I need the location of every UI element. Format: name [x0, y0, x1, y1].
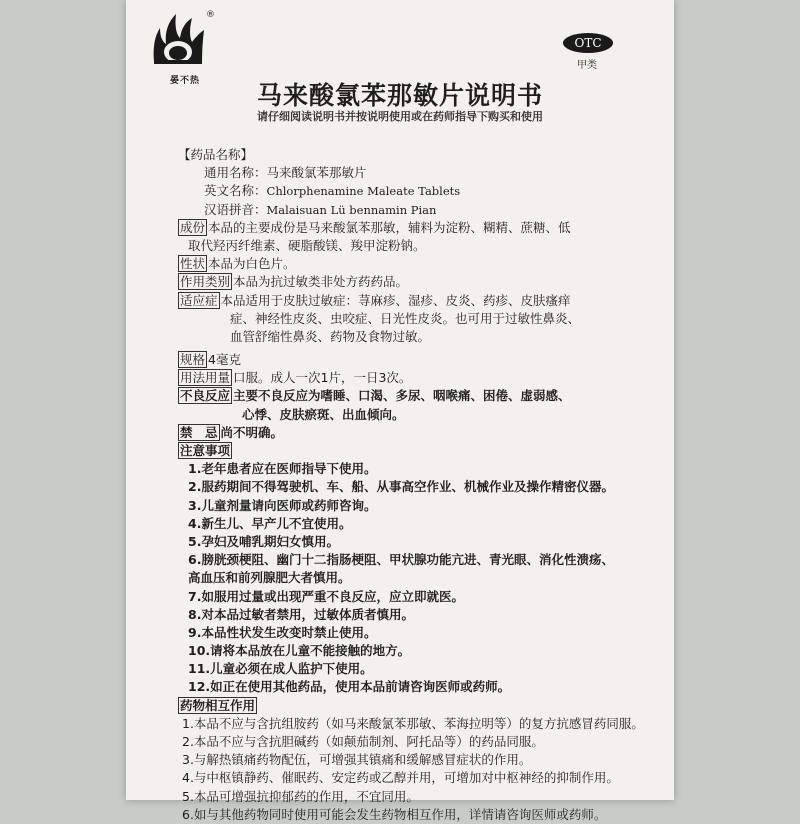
contraindications-text: 尚不明确。 [220, 424, 284, 440]
category-label: 作用类别 [180, 274, 231, 290]
pinyin-value: Malaisuan Lü bennamin Pian [266, 202, 437, 217]
english-name-row [178, 182, 652, 200]
generic-name-value: 马来酸氯苯那敏片 [266, 165, 367, 181]
interaction-item: 5.本品可增强抗抑郁药的作用，不宜同用。 [182, 788, 419, 804]
pinyin-label: 汉语拼音： [204, 201, 267, 217]
precaution-item: 9.本品性状发生改变时禁止使用。 [188, 624, 377, 640]
adverse-line1 [178, 387, 652, 405]
interactions-heading-text: 药物相互作用 [180, 697, 256, 713]
precaution-item: 6.膀胱颈梗阻、幽门十二指肠梗阻、甲状腺功能亢进、青光眼、消化性溃疡、 [188, 552, 614, 568]
generic-name-label: 通用名称： [204, 165, 267, 181]
indications-label: 适应症 [180, 292, 218, 308]
indications-line3 [178, 328, 652, 346]
dosage-row [178, 369, 652, 387]
precaution-item: 2.服药期间不得驾驶机、车、船、从事高空作业、机械作业及操作精密仪器。 [188, 479, 614, 495]
contraindications-label: 禁 忌 [180, 424, 218, 440]
precautions-heading [178, 442, 652, 460]
document-title: 马来酸氯苯那敏片说明书 [256, 81, 543, 110]
flame-logo-icon [146, 10, 210, 70]
indications-line1 [178, 292, 652, 310]
interactions-heading [178, 697, 652, 715]
precaution-item-continued: 高血压和前列腺肥大者慎用。 [188, 570, 351, 586]
dosage-label: 用法用量 [180, 370, 231, 386]
instruction-body [178, 146, 652, 824]
specification-row [178, 351, 652, 369]
precaution-item: 7.如服用过量或出现严重不良反应，应立即就医。 [188, 588, 464, 604]
indications-line2 [178, 310, 652, 328]
otc-badge: OTC [563, 33, 613, 53]
precaution-item: 11.儿童必须在成人监护下使用。 [188, 661, 373, 677]
indications-text-1: 本品适用于皮肤过敏症：荨麻疹、湿疹、皮炎、药疹、皮肤瘙痒 [220, 292, 571, 308]
indications-text-3: 血管舒缩性鼻炎、药物及食物过敏。 [230, 328, 431, 344]
document-subtitle: 请仔细阅读说明书并按说明使用或在药师指导下购买和使用 [257, 110, 543, 123]
english-name-label: 英文名称： [204, 183, 267, 199]
english-name-value: Chlorphenamine Maleate Tablets [266, 184, 461, 199]
adverse-text-2: 心悸、皮肤瘀斑、出血倾向。 [242, 406, 405, 422]
precautions-heading-text: 注意事项 [180, 443, 231, 458]
interaction-item: 4.与中枢镇静药、催眠药、安定药或乙醇并用，可增加对中枢神经的抑制作用。 [182, 770, 619, 786]
category-text: 本品为抗过敏类非处方药药品。 [233, 274, 409, 290]
composition-label: 成份 [180, 219, 206, 235]
character-label: 性状 [180, 256, 206, 272]
precaution-item: 12.如正在使用其他药品，使用本品前请咨询医师或药师。 [188, 679, 511, 695]
precaution-item: 10.请将本品放在儿童不能接触的地方。 [188, 643, 411, 659]
generic-name-row [178, 164, 652, 182]
registered-mark: ® [206, 10, 215, 20]
indications-text-2: 症、神经性皮炎、虫咬症、日光性皮炎。也可用于过敏性鼻炎、 [230, 310, 581, 326]
drug-name-heading-text: 药品名称 [190, 147, 241, 162]
interaction-item: 1.本品不应与含抗组胺药（如马来酸氯苯那敏、苯海拉明等）的复方抗感冒药同服。 [182, 715, 644, 731]
precaution-item: 4.新生儿、早产儿不宜使用。 [188, 515, 352, 531]
adverse-line2 [178, 406, 652, 424]
composition-text-2: 取代羟丙纤维素、硬脂酸镁、羧甲淀粉钠。 [188, 237, 426, 253]
interaction-item: 3.与解热镇痛药物配伍，可增强其镇痛和缓解感冒症状的作用。 [182, 752, 532, 768]
composition-line2 [178, 237, 652, 255]
precaution-item: 8.对本品过敏者禁用，过敏体质者慎用。 [188, 606, 414, 622]
category-row [178, 273, 652, 291]
adverse-text-1: 主要不良反应为嗜睡、口渴、多尿、咽喉痛、困倦、虚弱感、 [233, 388, 571, 404]
pinyin-row [178, 201, 652, 219]
logo-text: 晏不热 [169, 76, 200, 86]
instruction-sheet [126, 0, 674, 822]
interaction-item: 6.如与其他药物同时使用可能会发生药物相互作用，详情请咨询医师或药师。 [182, 806, 607, 822]
contraindications-row [178, 424, 652, 442]
brand-logo [146, 10, 210, 86]
drug-name-heading: 【药品名称】 [178, 147, 254, 162]
precaution-item: 5.孕妇及哺乳期妇女慎用。 [188, 533, 339, 549]
composition-line1 [178, 219, 652, 237]
specification-text: 4毫克 [208, 352, 241, 368]
dosage-text: 口服。成人一次1片，一日3次。 [233, 370, 412, 386]
precaution-item: 3.儿童剂量请向医师或药师咨询。 [188, 497, 377, 513]
character-row [178, 255, 652, 273]
otc-class-label: 甲类 [577, 60, 597, 71]
specification-label: 规格 [180, 352, 206, 368]
interaction-item: 2.本品不应与含抗胆碱药（如颠茄制剂、阿托品等）的药品同服。 [182, 734, 544, 750]
character-text: 本品为白色片。 [208, 256, 296, 272]
precaution-item: 1.老年患者应在医师指导下使用。 [188, 461, 377, 477]
adverse-label: 不良反应 [180, 388, 231, 404]
composition-text-1: 本品的主要成份是马来酸氯苯那敏，辅料为淀粉、糊精、蔗糖、低 [208, 219, 571, 235]
